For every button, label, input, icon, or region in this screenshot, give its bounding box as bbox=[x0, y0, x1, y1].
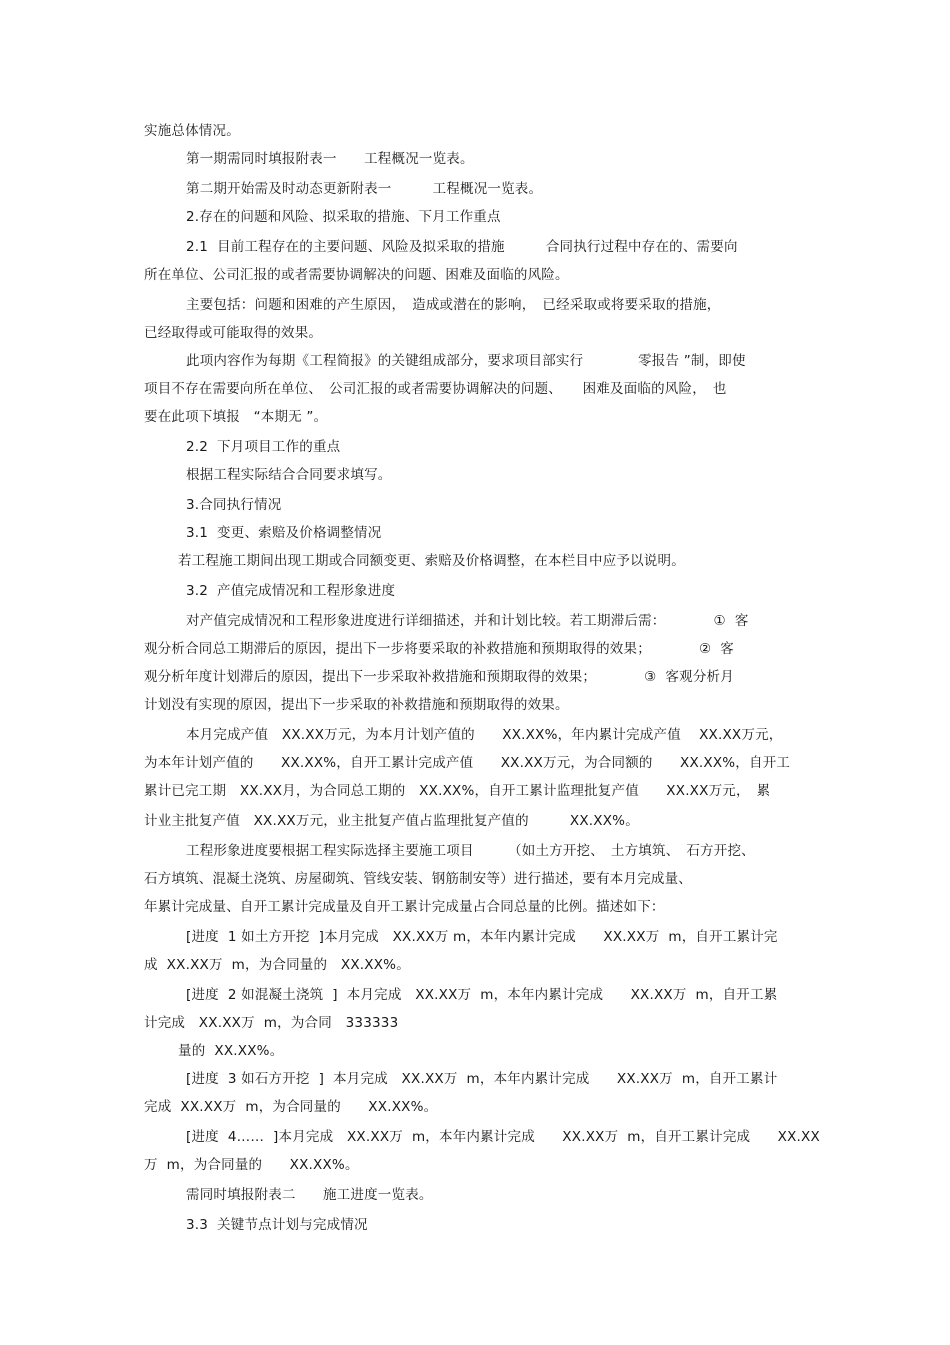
text-line: [进度 4…… ]本月完成 XX.XX万 m，本年内累计完成 XX.XX万 m，自开工累计完成 XX.XX bbox=[186, 1129, 820, 1145]
subsection-heading: 3.3 关键节点计划与完成情况 bbox=[186, 1217, 368, 1233]
text-line: 为本年计划产值的 XX.XX%，自开工累计完成产值 XX.XX万元，为合同额的 XX.XX%，自开工 bbox=[144, 755, 791, 771]
text-line: [进度 2 如混凝土浇筑 ] 本月完成 XX.XX万 m，本年内累计完成 XX.XX万 m，自开工累 bbox=[186, 987, 778, 1003]
text-line: 主要包括：问题和困难的产生原因， 造成或潜在的影响， 已经采取或将要采取的措施， bbox=[186, 297, 721, 313]
text-line: 计业主批复产值 XX.XX万元，业主批复产值占监理批复产值的 XX.XX%。 bbox=[144, 813, 639, 829]
text-line: 对产值完成情况和工程形象进度进行详细描述，并和计划比较。若工期滞后需： ① 客 bbox=[186, 613, 749, 629]
text-line: 万 m，为合同量的 XX.XX%。 bbox=[144, 1157, 359, 1173]
text-line: 成 XX.XX万 m，为合同量的 XX.XX%。 bbox=[144, 957, 410, 973]
subsection-heading: 2.1 目前工程存在的主要问题、风险及拟采取的措施 合同执行过程中存在的、需要向 bbox=[186, 239, 738, 255]
text-line: 年累计完成量、自开工累计完成量及自开工累计完成量占合同总量的比例。描述如下： bbox=[144, 899, 665, 915]
text-line: 需同时填报附表二 施工进度一览表。 bbox=[186, 1187, 433, 1203]
text-line: 完成 XX.XX万 m，为合同量的 XX.XX%。 bbox=[144, 1099, 438, 1115]
text-line: 观分析年度计划滞后的原因，提出下一步采取补救措施和预期取得的效果； ③ 客观分析月 bbox=[144, 669, 734, 685]
text-line: 已经取得或可能取得的效果。 bbox=[144, 325, 323, 341]
text-line: 第一期需同时填报附表一 工程概况一览表。 bbox=[186, 151, 474, 167]
text-line: 所在单位、公司汇报的或者需要协调解决的问题、困难及面临的风险。 bbox=[144, 267, 569, 283]
subsection-heading: 3.1 变更、索赔及价格调整情况 bbox=[186, 525, 382, 541]
text-line: [进度 1 如土方开挖 ]本月完成 XX.XX万 m，本年内累计完成 XX.XX万 m，自开工累计完 bbox=[186, 929, 778, 945]
text-line: 石方填筑、混凝土浇筑、房屋砌筑、管线安装、钢筋制安等）进行描述，要有本月完成量、 bbox=[144, 871, 692, 887]
text-line: 实施总体情况。 bbox=[144, 123, 240, 139]
subsection-heading: 2.2 下月项目工作的重点 bbox=[186, 439, 341, 455]
text-line: 此项内容作为每期《工程简报》的关键组成部分，要求项目部实行 零报告 ”制，即使 bbox=[186, 353, 746, 369]
text-line: 若工程施工期间出现工期或合同额变更、索赔及价格调整，在本栏目中应予以说明。 bbox=[178, 553, 685, 569]
subsection-heading: 3.2 产值完成情况和工程形象进度 bbox=[186, 583, 396, 599]
text-line: 要在此项下填报 “本期无 ”。 bbox=[144, 409, 328, 425]
text-line: 根据工程实际结合合同要求填写。 bbox=[186, 467, 392, 483]
text-line: 工程形象进度要根据工程实际选择主要施工项目 （如土方开挖、 土方填筑、 石方开挖、 bbox=[186, 843, 755, 859]
text-line: 第二期开始需及时动态更新附表一 工程概况一览表。 bbox=[186, 181, 543, 197]
text-line: 量的 XX.XX%。 bbox=[178, 1043, 284, 1059]
text-line: [进度 3 如石方开挖 ] 本月完成 XX.XX万 m，本年内累计完成 XX.XX万 m，自开工累计 bbox=[186, 1071, 778, 1087]
text-line: 累计已完工期 XX.XX月，为合同总工期的 XX.XX%，自开工累计监理批复产值 XX.XX万元， 累 bbox=[144, 783, 771, 799]
text-line: 计划没有实现的原因，提出下一步采取的补救措施和预期取得的效果。 bbox=[144, 697, 569, 713]
text-line: 项目不存在需要向所在单位、 公司汇报的或者需要协调解决的问题、 困难及面临的风险， 也 bbox=[144, 381, 727, 397]
section-heading: 3.合同执行情况 bbox=[186, 497, 282, 513]
text-line: 观分析合同总工期滞后的原因，提出下一步将要采取的补救措施和预期取得的效果； ② 客 bbox=[144, 641, 734, 657]
text-line: 本月完成产值 XX.XX万元，为本月计划产值的 XX.XX%，年内累计完成产值 XX.XX万元， bbox=[186, 727, 783, 743]
section-heading: 2.存在的问题和风险、拟采取的措施、下月工作重点 bbox=[186, 209, 501, 225]
text-line: 计完成 XX.XX万 m，为合同 333333 bbox=[144, 1015, 399, 1031]
